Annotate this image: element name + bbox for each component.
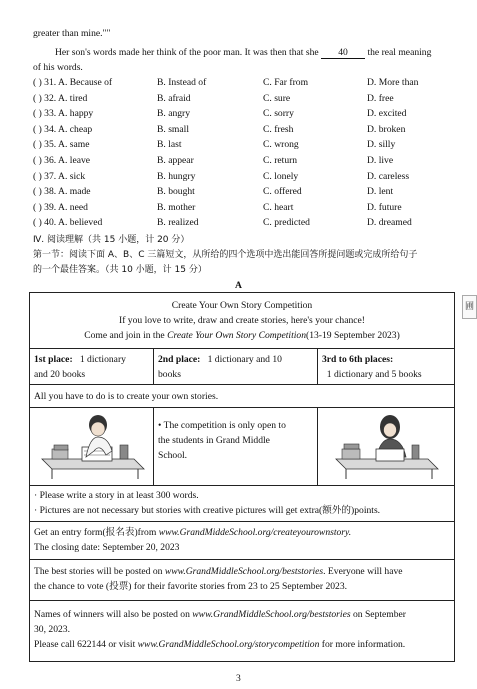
competition-poster bbox=[29, 292, 455, 662]
option-c: C. wrong bbox=[263, 139, 299, 151]
create-line: All you have to do is to create your own stories. bbox=[34, 391, 219, 402]
question-number-option-a: ( ) 36. A. leave bbox=[33, 155, 91, 166]
entry-url[interactable]: www.GrandMiddeSchool.org/createyourownstory. bbox=[158, 527, 352, 538]
question-number-option-a: ( ) 34. A. cheap bbox=[33, 123, 93, 135]
option-d: D. silly bbox=[367, 139, 396, 151]
section-heading: Ⅳ. 阅读理解（共 15 小题，计 20 分） bbox=[33, 235, 190, 245]
option-b: B. last bbox=[157, 139, 182, 151]
question-number-option-a: ( ) 35. A. same bbox=[33, 139, 90, 151]
section-instructions-1: 第一节：阅读下面 A、B、C 三篇短文，从所给的四个选项中选出能回答所提问题或完成所给句子 bbox=[33, 250, 418, 260]
first-prize: 1st place: 1 dictionary and 20 books bbox=[30, 349, 154, 384]
illustration-row bbox=[30, 408, 454, 486]
passage-sentence bbox=[55, 47, 431, 59]
option-b: B. appear bbox=[157, 155, 194, 166]
option-b: B. small bbox=[157, 123, 189, 135]
option-b: B. Instead of bbox=[157, 77, 207, 88]
passage-end-text: greater than mine."" bbox=[33, 28, 111, 39]
eligibility-line-3: School. bbox=[158, 450, 188, 461]
option-c: C. sure bbox=[263, 92, 291, 104]
option-d: D. future bbox=[367, 201, 402, 213]
option-c: C. sorry bbox=[263, 108, 294, 120]
girl-writing-image bbox=[322, 411, 450, 481]
vote-line: the chance to vote (投票) for their favorite stories from 23 to 25 September 2023. bbox=[34, 581, 348, 592]
option-b: B. hungry bbox=[157, 170, 196, 182]
question-number-option-a: ( ) 37. A. sick bbox=[33, 170, 86, 182]
option-d: D. lent bbox=[367, 186, 394, 198]
option-c: C. lonely bbox=[263, 170, 299, 182]
closing-date: The closing date: September 20, 2023 bbox=[34, 542, 180, 553]
eligibility-line-2: the students in Grand Middle bbox=[158, 435, 270, 446]
boy-illustration-cell bbox=[30, 408, 154, 485]
entry-form-line: Get an entry form(报名表)from www.GrandMiddeSchool.org/createyourownstory. bbox=[34, 527, 352, 538]
second-prize: 2nd place: 1 dictionary and 10 books bbox=[154, 349, 318, 384]
page-number: 3 bbox=[236, 673, 241, 684]
option-c: C. Far from bbox=[263, 77, 309, 88]
rule-word-count: · Please write a story in at least 300 words. bbox=[34, 490, 199, 501]
option-c: C. return bbox=[263, 155, 298, 166]
option-d: D. dreamed bbox=[367, 217, 412, 229]
question-number-option-a: ( ) 40. A. believed bbox=[33, 217, 103, 229]
side-panel-icon[interactable]: 圃 bbox=[462, 295, 477, 319]
question-number-option-a: ( ) 39. A. need bbox=[33, 201, 88, 213]
poster-join-line: Come and join in the Create Your Own Story Competition(13-19 September 2023) bbox=[84, 330, 400, 341]
option-c: C. heart bbox=[263, 201, 294, 213]
girl-illustration-cell bbox=[318, 408, 454, 485]
option-d: D. careless bbox=[367, 170, 410, 182]
boy-writing-image bbox=[34, 411, 150, 481]
option-d: D. free bbox=[367, 92, 394, 104]
eligibility-line-1: • The competition is only open to bbox=[158, 420, 286, 431]
option-d: D. More than bbox=[367, 77, 419, 88]
winners-url[interactable]: www.GrandMiddleSchool.org/beststories bbox=[192, 609, 351, 620]
passage-label: A bbox=[235, 280, 242, 291]
option-d: D. broken bbox=[367, 123, 406, 135]
winners-line: Names of winners will also be posted on www.GrandMiddleSchool.org/beststories on September bbox=[34, 609, 406, 620]
option-b: B. realized bbox=[157, 217, 199, 229]
rules-row bbox=[30, 486, 454, 522]
eligibility-cell bbox=[154, 408, 318, 485]
option-b: B. afraid bbox=[157, 92, 191, 104]
option-d: D. excited bbox=[367, 108, 407, 120]
poster-title: Create Your Own Story Competition bbox=[171, 300, 313, 311]
question-number-option-a: ( ) 33. A. happy bbox=[33, 108, 94, 120]
question-number-option-a: ( ) 31. A. Because of bbox=[33, 77, 113, 88]
option-b: B. angry bbox=[157, 108, 191, 120]
option-d: D. live bbox=[367, 155, 394, 166]
contact-url[interactable]: www.GrandMiddleSchool.org/storycompetition bbox=[137, 639, 320, 650]
best-stories-line: The best stories will be posted on www.GrandMiddleSchool.org/beststories. Everyone will have bbox=[34, 566, 403, 577]
question-number-option-a: ( ) 32. A. tired bbox=[33, 92, 88, 104]
winners-date: 30, 2023. bbox=[34, 624, 70, 635]
prizes-row bbox=[30, 349, 454, 385]
voting-row bbox=[30, 560, 454, 601]
answer-blank-40: 40 bbox=[321, 48, 365, 59]
third-prize: 3rd to 6th places: 1 dictionary and 5 books bbox=[322, 354, 422, 380]
create-row bbox=[30, 385, 454, 408]
winners-row bbox=[30, 601, 454, 661]
option-b: B. mother bbox=[157, 201, 196, 213]
option-c: C. fresh bbox=[263, 123, 294, 135]
sentence-after-blank: the real meaning bbox=[367, 47, 432, 58]
entry-row bbox=[30, 522, 454, 560]
option-c: C. offered bbox=[263, 186, 302, 198]
option-b: B. bought bbox=[157, 186, 195, 198]
rule-pictures: · Pictures are not necessary but stories with creative pictures will get extra(额外的)points. bbox=[34, 505, 381, 516]
poster-header bbox=[30, 293, 454, 349]
best-stories-url[interactable]: www.GrandMiddleSchool.org/beststories bbox=[164, 566, 324, 577]
option-c: C. predicted bbox=[263, 217, 310, 229]
sentence-before-blank: Her son's words made her think of the poor man. It was then that she bbox=[55, 47, 319, 58]
poster-subtitle: If you love to write, draw and create stories, here's your chance! bbox=[119, 315, 365, 326]
section-instructions-2: 的一个最佳答案。（共 10 小题，计 15 分） bbox=[33, 265, 207, 275]
passage-sentence-end: of his words. bbox=[33, 62, 83, 73]
question-number-option-a: ( ) 38. A. made bbox=[33, 186, 91, 198]
contact-line: Please call 622144 or visit www.GrandMiddleSchool.org/storycompetition for more information. bbox=[34, 639, 406, 650]
